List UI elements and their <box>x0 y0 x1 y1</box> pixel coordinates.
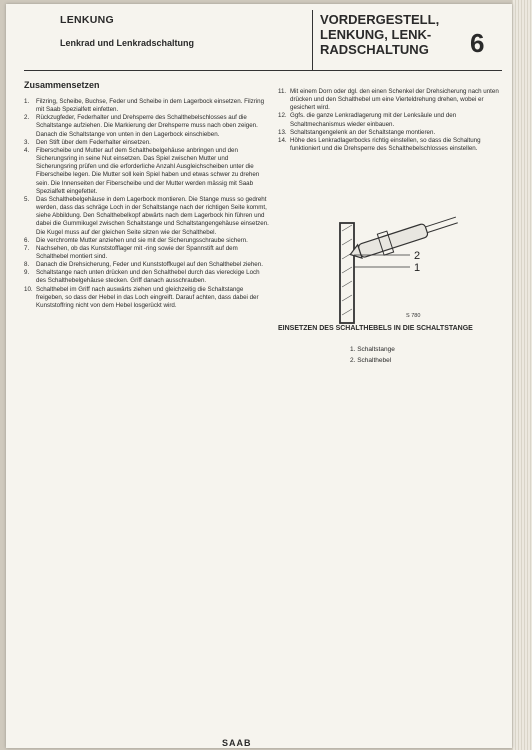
shift-rod-hatch <box>342 281 352 287</box>
header-left <box>60 14 312 48</box>
step-number: 2. <box>24 114 30 122</box>
step-number: 12. <box>278 112 287 120</box>
step-text: Nachsehen, ob das Kunststofflager mit -ring sowie der Spannstift auf dem Schalthebel montiert sind. <box>36 244 238 260</box>
chapter-title-line: VORDERGESTELL, <box>320 12 440 27</box>
step-item <box>24 269 270 285</box>
chapter-number: 6 <box>470 28 485 58</box>
step-text: Danach die Drehsicherung, Feder und Kunststoffkugel auf den Schalthebel ziehen. <box>36 261 263 269</box>
step-item <box>24 245 270 261</box>
step-number: 11. <box>278 88 287 95</box>
step-item <box>24 139 270 147</box>
step-number: 3. <box>24 138 30 146</box>
callout-1: 1 <box>414 262 421 274</box>
step-text: Schalthebel im Griff nach auswärts ziehen und gleichzeitig die Schaltstange freigeben, so dass der Hebel in das Loch eingreift. Darauf achten, dass dabei der Kunststoffring nicht von dem Hebel losgerückt wird. <box>36 285 259 309</box>
chapter-title-line: LENKUNG, LENK- <box>320 27 432 42</box>
left-column <box>24 80 270 310</box>
legend-item: 2. Schalthebel <box>350 357 392 364</box>
figure-caption: EINSETZEN DES SCHALTHEBELS IN DIE SCHALTSTANGE <box>278 325 473 332</box>
step-item <box>24 98 270 114</box>
section-heading: Zusammensetzen <box>24 80 100 90</box>
step-number: 6. <box>24 236 30 244</box>
step-text: Die verchromte Mutter anziehen und sie mit der Sicherungsschraube sichern. <box>36 236 248 244</box>
step-number: 10. <box>24 285 33 293</box>
shift-rod-hatch <box>342 309 352 315</box>
step-text: Ggfs. die ganze Lenkradlagerung mit der Lenksäule und den Schaltmechanismus wieder einbauen. <box>290 112 457 128</box>
steps-list-right <box>278 88 500 153</box>
header-title: LENKUNG <box>60 14 115 26</box>
shift-rod-hatch <box>342 239 352 245</box>
step-number: 14. <box>278 136 287 144</box>
step-item <box>278 129 500 137</box>
step-number: 9. <box>24 269 30 277</box>
steps-list-left <box>24 98 270 310</box>
assembly-figure <box>310 215 490 325</box>
step-item <box>278 112 500 128</box>
step-text: Fiberscheibe und Mutter auf dem Schalthebelgehäuse anbringen und den Sicherungsring in seine Nut einsetzen. Das Spiel zwischen Mutter und Sicherungsring prüfen und die erforderliche Anzahl Ausgleichscheiben unter die Fiberscheibe legen. Die Mutter soll kein Spiel haben und etwas schwer zu drehen sein. Die Innenseiten der Fiberscheibe und der Mutter werden mässig mit Saab Spezialfett eingefettet. <box>36 146 260 195</box>
shift-rod-hatch <box>342 225 352 231</box>
legend-item: 1. Schaltstange <box>350 346 395 353</box>
step-text: Höhe des Lenkradlagerbocks richtig einstellen, so dass die Schaltung funktioniert und die Drehsperre des Schalthebelschlosses einstellen. <box>290 136 481 153</box>
step-number: 1. <box>24 98 30 105</box>
step-text: Mit einem Dorn oder dgl. den einen Schenkel der Drehsicherung nach unten drücken und den Schalthebel um eine Vierteldrehung drehen, wobei er gesichert wird. <box>290 88 499 112</box>
step-text: Das Schalthebelgehäuse in dem Lagerbock montieren. Die Stange muss so gedreht werden, dass das schräge Loch in der Schaltstange nach der richtigen Seite kommt, siehe Abbildung. Den Schalthebelkopf abwärts nach dem Lagerbock hin führen und dabei die Gummikugel zwischen Schaltstange und Schaltstangengehäuse einsetzen. Die Kugel muss auf der gleichen Seite sitzen wie der Schalthebel. <box>36 195 269 236</box>
figure-code: S 780 <box>406 313 421 319</box>
step-text: Den Stift über dem Federhalter einsetzen. <box>36 138 151 146</box>
step-item <box>24 196 270 237</box>
callout-2: 2 <box>414 250 421 262</box>
step-number: 4. <box>24 146 30 154</box>
step-text: Filzring, Scheibe, Buchse, Feder und Scheibe in dem Lagerbock einsetzen. Filzring mit Saab Spezialfett einfetten. <box>36 98 265 114</box>
chapter-title <box>320 12 480 57</box>
header-divider <box>312 10 313 71</box>
page-edge-stack <box>512 0 532 750</box>
step-text: Schaltstangengelenk an der Schaltstange montieren. <box>290 128 436 136</box>
step-number: 8. <box>24 261 30 269</box>
shift-lever-shape <box>347 215 460 265</box>
footer-logo: SAAB <box>222 738 252 748</box>
step-text: Rückzugfeder, Federhalter und Drehsperre des Schalthebelschlosses auf die Schaltstange aufziehen. Die Markierung der Drehsperre muss nach oben zeigen. Danach die Schaltstange von unten in den Lagerbock einschieben. <box>36 114 258 138</box>
step-item <box>24 237 270 245</box>
step-item <box>278 137 500 153</box>
right-column <box>278 88 500 153</box>
step-item <box>278 88 500 112</box>
step-number: 7. <box>24 244 30 252</box>
header-rule <box>24 70 502 71</box>
step-item <box>24 286 270 310</box>
step-number: 13. <box>278 128 287 136</box>
step-item <box>24 261 270 269</box>
shift-rod-hatch <box>342 267 352 273</box>
figure-legend <box>350 344 395 366</box>
step-text: Schaltstange nach unten drücken und den Schalthebel durch das viereckige Loch des Schalthebelgehäuse stecken. Griff danach ausschrauben. <box>36 269 260 285</box>
chapter-title-line: RADSCHALTUNG <box>320 42 429 57</box>
step-number: 5. <box>24 195 30 203</box>
header-subtitle: Lenkrad und Lenkradschaltung <box>60 38 195 48</box>
step-item <box>24 114 270 138</box>
shift-rod-hatch <box>342 295 352 301</box>
step-item <box>24 147 270 196</box>
